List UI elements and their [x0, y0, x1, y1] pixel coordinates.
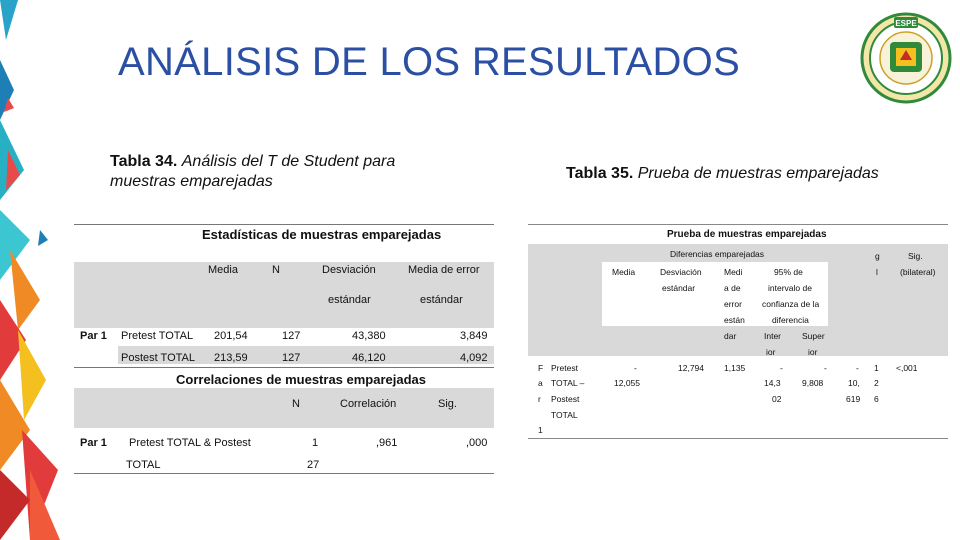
- logo-text: ESPE: [895, 19, 917, 28]
- caption-text: Análisis del T de Student para muestras emparejadas: [110, 153, 396, 190]
- col-header-error-2: estándar: [420, 294, 463, 306]
- col-header-media: Media: [612, 267, 636, 277]
- col-header-n: N: [272, 264, 280, 276]
- decorative-left-shapes: [0, 0, 60, 540]
- caption-label: Tabla 34.: [110, 153, 178, 170]
- corr-par-label: Par 1: [80, 437, 107, 449]
- col-header-desviacion: Desviación: [322, 264, 376, 276]
- page-title: ANÁLISIS DE LOS RESULTADOS: [118, 40, 741, 84]
- corr-header-sig: Sig.: [438, 398, 457, 410]
- table-heading: Estadísticas de muestras emparejadas: [202, 227, 442, 242]
- table-heading: Prueba de muestras emparejadas: [667, 229, 827, 240]
- university-seal-icon: [860, 12, 952, 104]
- caption-table-35: [566, 164, 926, 184]
- corr-header-n: N: [292, 398, 300, 410]
- caption-text: Prueba de muestras emparejadas: [637, 165, 879, 182]
- caption-label: Tabla 35.: [566, 165, 634, 182]
- col-header-desviacion-2: estándar: [328, 294, 371, 306]
- group-header: Diferencias emparejadas: [670, 249, 765, 259]
- col-header-error: Media de error: [408, 264, 480, 276]
- table-35-paired-test: Prueba de muestras emparejadas Diferencias emparejadas g l Sig. (bilateral) Media Desviación estándar Medi a de error están dar 95% de intervalo de confianza de la diferencia Inter ior Super ior F a r 1 Pretest TOTAL – Postest TOTAL - 12,055 12,794 1,135 - 14,3 02 - 9,808 - 10, 619 1 2 6 <,001: [528, 224, 948, 440]
- col-header-media: Media: [208, 264, 238, 276]
- table-34-paired-statistics: Estadísticas de muestras emparejadas Media N Desviación estándar Media de error estándar Par 1 Pretest TOTAL 201,54 127 43,380 3,849 Postest TOTAL 213,59 127 46,120 4,092 Correlaciones de muestras emparejadas N Correlación Sig. Par 1 Pretest TOTAL & Postest 1 ,961 ,000 TOTAL 27: [74, 224, 494, 474]
- par-label: Par 1: [80, 330, 107, 342]
- correlations-heading: Correlaciones de muestras emparejadas: [176, 372, 427, 387]
- corr-header-correlacion: Correlación: [340, 398, 397, 410]
- caption-table-34: [110, 152, 450, 192]
